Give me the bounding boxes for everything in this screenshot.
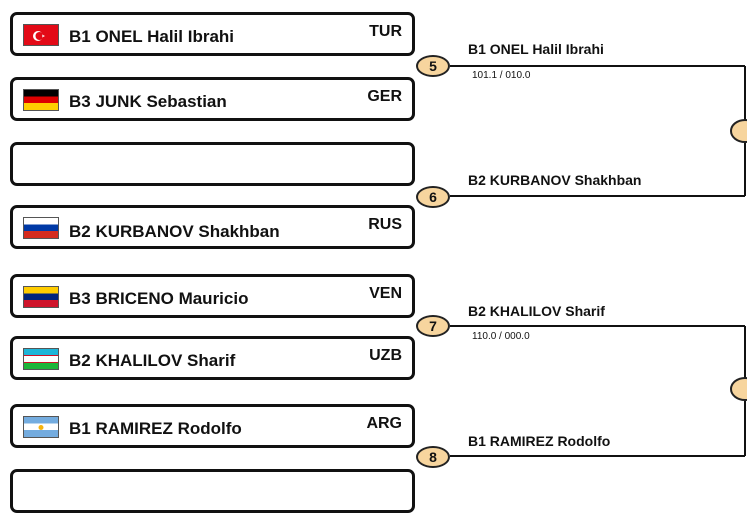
match-7-badge[interactable]: 7 [416,315,450,337]
entry-box-1[interactable] [10,12,415,56]
entry-country: VEN [369,285,402,302]
entry-name: B2 KURBANOV Shakhban [69,222,280,241]
entry-box-5[interactable] [10,274,415,318]
entry-name: B2 KHALILOV Sharif [69,351,236,370]
entry-country: GER [367,88,402,105]
match-7-score: 110.0 / 000.0 [472,331,530,342]
flag-russia-icon [23,217,59,239]
entry-box-3-empty[interactable] [10,142,415,186]
match-5-winner: B1 ONEL Halil Ibrahi [468,41,604,57]
flag-germany-icon [23,89,59,111]
match-6-badge[interactable]: 6 [416,186,450,208]
entry-country: TUR [369,23,402,40]
match-5-badge[interactable]: 5 [416,55,450,77]
match-8-badge[interactable]: 8 [416,446,450,468]
next-round-badge-top [731,120,747,142]
entry-name: B3 JUNK Sebastian [69,92,227,111]
flag-venezuela-icon [23,286,59,308]
entry-box-7[interactable] [10,404,415,448]
match-6-winner: B2 KURBANOV Shakhban [468,172,642,188]
entry-name: B1 ONEL Halil Ibrahi [69,27,235,46]
entry-box-2[interactable] [10,77,415,121]
match-5-score: 101.1 / 010.0 [472,70,531,81]
entry-name: B3 BRICENO Mauricio [69,289,249,308]
match-8-winner: B1 RAMIREZ Rodolfo [468,433,611,449]
entry-name: B1 RAMIREZ Rodolfo [69,419,242,438]
flag-argentina-icon [23,416,59,438]
entry-country: ARG [366,415,402,432]
flag-turkey-icon [23,24,59,46]
entry-country: UZB [369,347,402,364]
entry-box-4[interactable] [10,205,415,249]
match-7-winner: B2 KHALILOV Sharif [468,303,605,319]
flag-uzbekistan-icon [23,348,59,370]
entry-country: RUS [368,216,402,233]
entry-box-6[interactable] [10,336,415,380]
entry-box-8-empty[interactable] [10,469,415,513]
next-round-badge-bottom [731,378,747,400]
